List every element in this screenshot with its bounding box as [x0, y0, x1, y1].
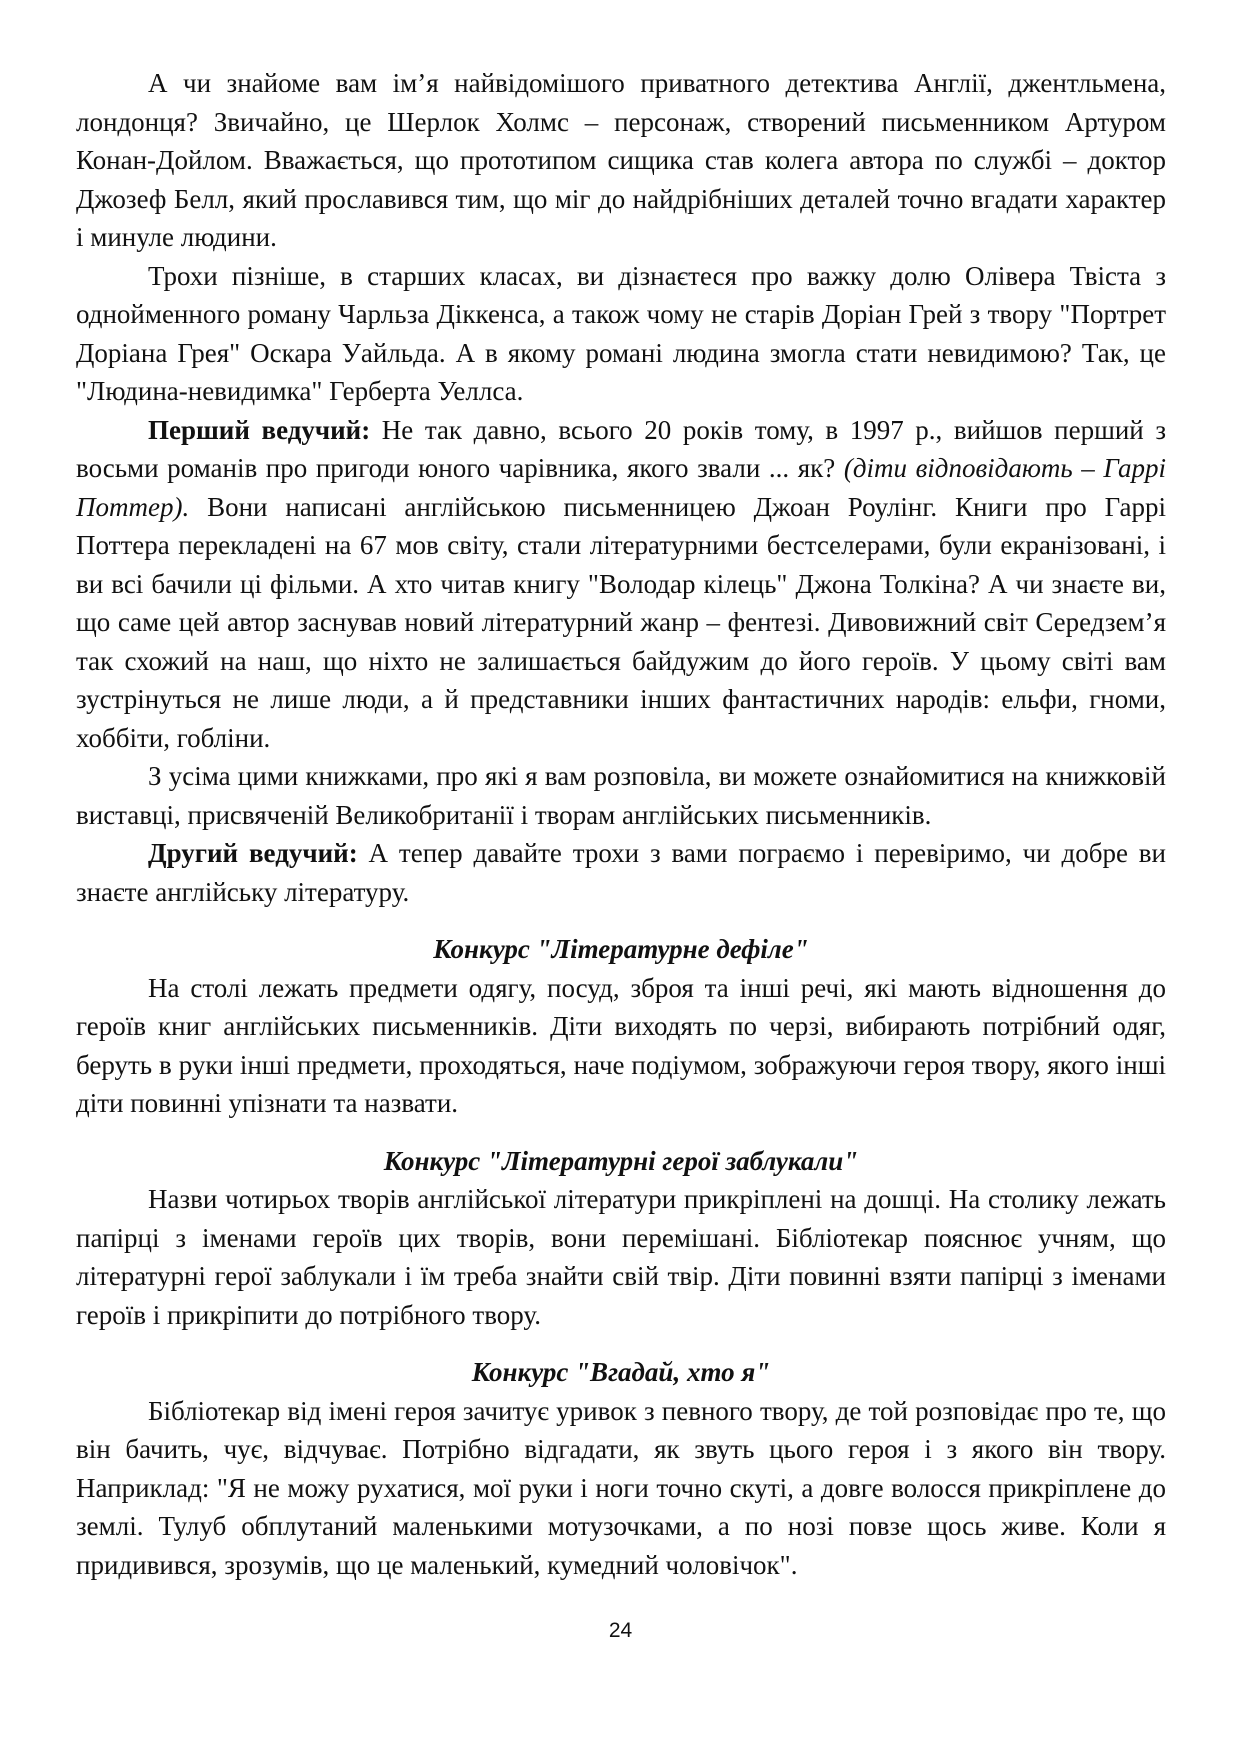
contest-heading-lost-heroes: Конкурс "Літературні герої заблукали" [383, 1145, 859, 1176]
paragraph-english-novels: Трохи пізніше, в старших класах, ви дізнаєтеся про важку долю Олівера Твіста з однойменного роману Чарльза Діккенса, а також чому не старів Доріан Грей з твору "Портрет Доріана Грея" Оскара Уайльда. А в якому романі людина змогла стати невидимою? Так, це "Людина-невидимка" Герберта Уеллса. [76, 260, 1166, 406]
first-presenter-label: Перший ведучий: [148, 414, 371, 445]
second-presenter-text: А тепер давайте трохи з вами пограємо і перевіримо, чи добре ви знаєте англійську літературу. [76, 838, 1166, 907]
paragraph-first-presenter [76, 411, 1166, 758]
contest-text-lost-heroes: Назви чотирьох творів англійської літератури прикріплені на дошці. На столику лежать папірці з іменами героїв цих творів, вони перемішані. Бібліотекар пояснює учням, що літературні герої заблукали і їм треба знайти свій твір. Діти повинні взяти папірці з іменами героїв і прикріпити до потрібного твору. [76, 1184, 1166, 1330]
paragraph-book-exhibition: З усіма цими книжками, про які я вам розповіла, ви можете ознайомитися на книжковій виставці, присвяченій Великобританії і творам англійських письменників. [76, 761, 1166, 830]
contest-text-guess-who: Бібліотекар від імені героя зачитує уривок з певного твору, де той розповідає про те, що він бачить, чує, відчуває. Потрібно відгадати, як звуть цього героя і з якого він твору. Наприклад: "Я не можу рухатися, мої руки і ноги точно скуті, а довге волосся прикріплене до землі. Тулуб обплутаний маленькими мотузочками, а по нозі повзе щось живе. Коли я придивився, зрозумів, що це маленький, кумедний чоловічок". [76, 1395, 1166, 1580]
first-presenter-text-a: Не так давно, всього 20 років тому, в 1997 р., вийшов перший з восьми романів про пригоди юного чарівника, якого звали ... як? [76, 414, 1166, 483]
document-page [76, 64, 1166, 1584]
paragraph-sherlock-holmes: А чи знайоме вам ім’я найвідомішого приватного детектива Англії, джентльмена, лондонця? Звичайно, це Шерлок Холмс – персонаж, створений письменником Артуром Конан-Дойлом. Вважається, що прототипом сищика став колега автора по службі – доктор Джозеф Белл, який прославився тим, що міг до найдрібніших деталей точно вгадати характер і минуле людини. [76, 68, 1166, 252]
second-presenter-label: Другий ведучий: [148, 838, 358, 868]
first-presenter-text-b: Вони написані англійською письменницею Джоан Роулінг. Книги про Гаррі Поттера перекладені на 67 мов світу, стали літературними бестселерами, були екранізовані, і ви всі бачили ці фільми. А хто читав книгу "Володар кілець" Джона Толкіна? А чи знаєте ви, що саме цей автор заснував новий літературний жанр – фентезі. Дивовижний світ Середзем’я так схожий на наш, що ніхто не залишається байдужим до його героїв. У цьому світі вам зустрінуться не лише люди, а й представники інших фантастичних народів: ельфи, гноми, хоббіти, гобліни. [76, 491, 1166, 753]
contest-text-literary-defile: На столі лежать предмети одягу, посуд, зброя та інші речі, які мають відношення до героїв книг англійських письменників. Діти виходять по черзі, вибирають потрібний одяг, беруть в руки інші предмети, проходяться, наче подіумом, зображуючи героя твору, якого інші діти повинні упізнати та назвати. [76, 972, 1166, 1118]
stage-direction: (діти відповідають – Гаррі Поттер). [76, 453, 1167, 522]
contest-heading-literary-defile: Конкурс "Літературне дефіле" [433, 934, 809, 964]
paragraph-second-presenter [76, 834, 1166, 911]
contest-heading-guess-who: Конкурс "Вгадай, хто я" [471, 1357, 771, 1387]
page-number: 24 [608, 1619, 633, 1642]
